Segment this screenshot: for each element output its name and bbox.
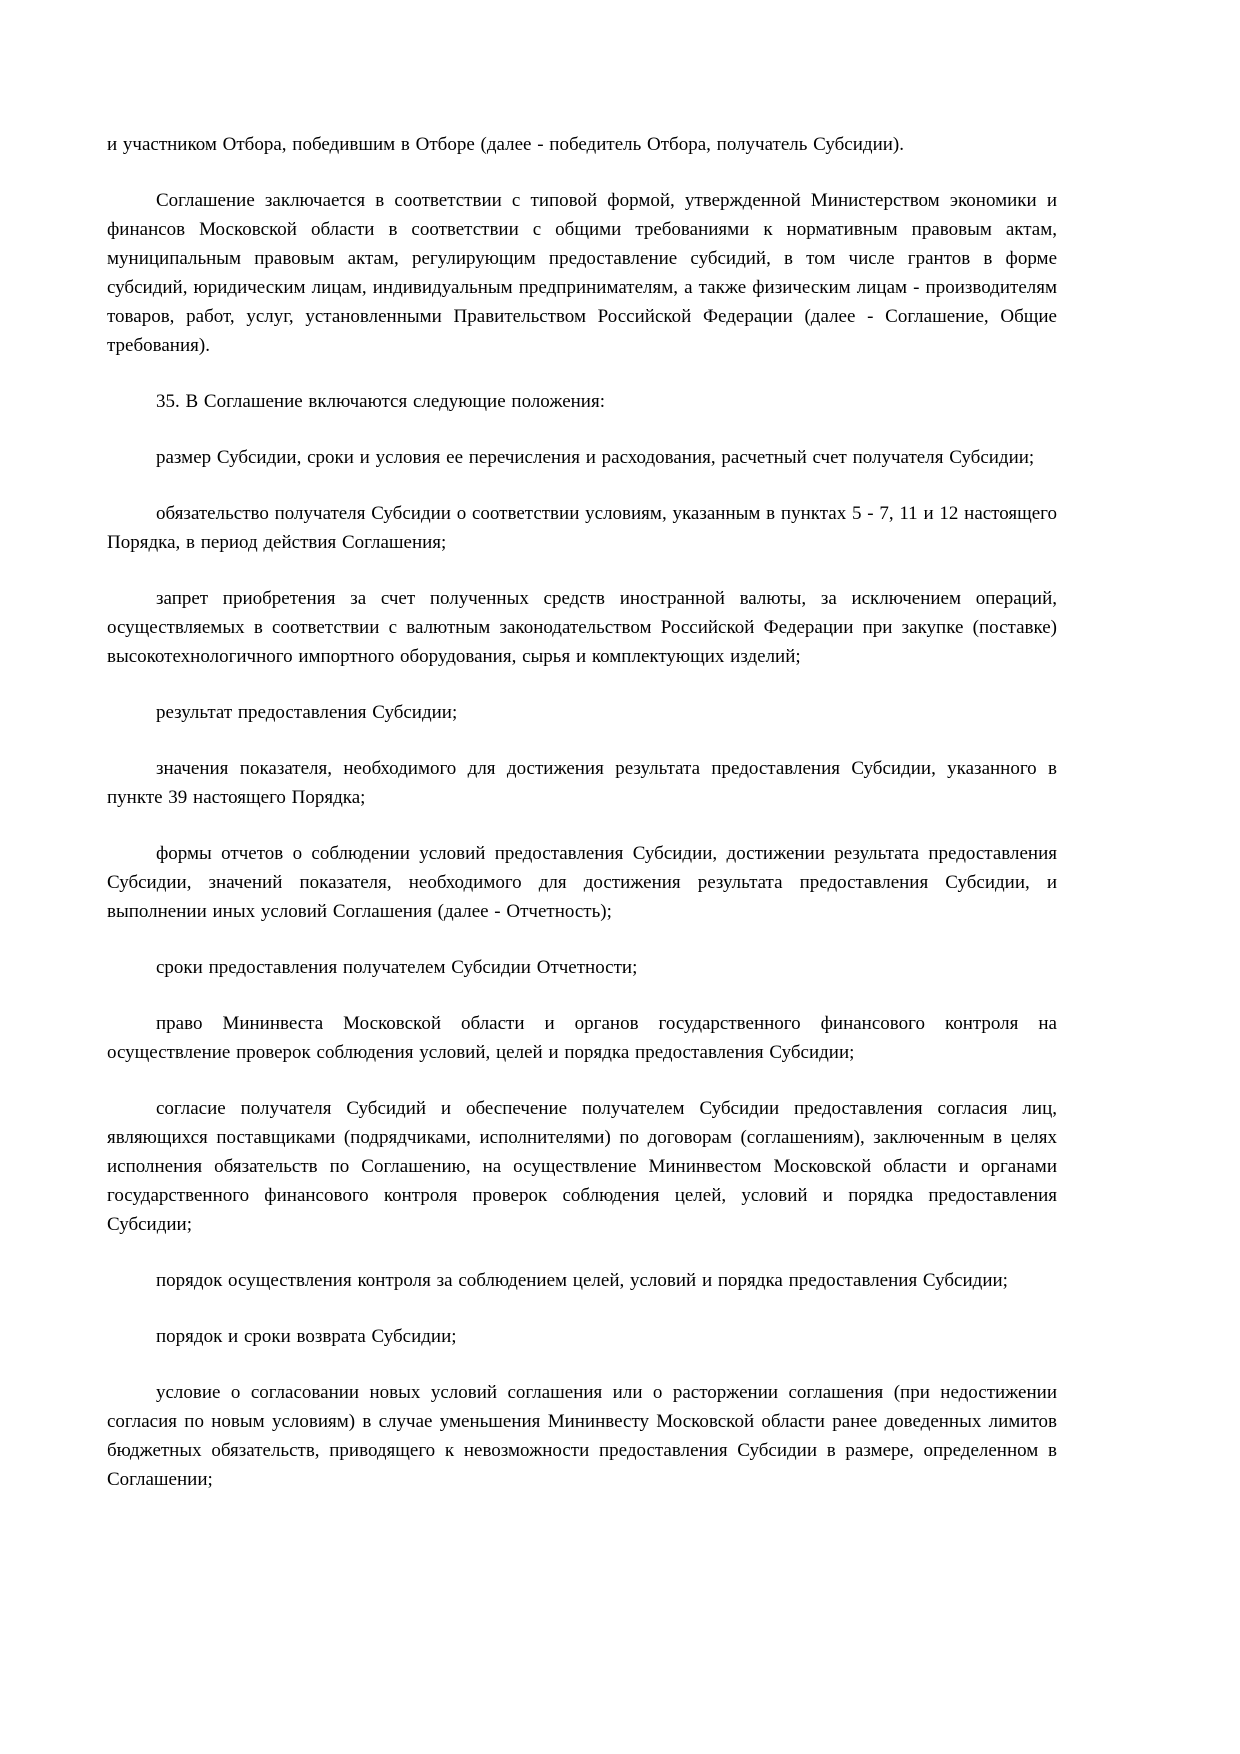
paragraph: сроки предоставления получателем Субсидии Отчетности; [156,957,638,978]
paragraph: и участником Отбора, победившим в Отборе (далее - победитель Отбора, получатель Субсидии). [107,134,904,155]
paragraph: результат предоставления Субсидии; [156,702,458,723]
paragraph: право Мининвеста Московской области и органов государственного финансового контроля на осуществление проверок соблюдения условий, целей и порядка предоставления Субсидии; [107,1013,1057,1063]
paragraph: обязательство получателя Субсидии о соответствии условиям, указанным в пунктах 5 - 7, 11 и 12 настоящего Порядка, в период действия Соглашения; [107,503,1057,553]
paragraph: значения показателя, необходимого для достижения результата предоставления Субсидии, указанного в пункте 39 настоящего Порядка; [107,758,1057,808]
paragraph: Соглашение заключается в соответствии с типовой формой, утвержденной Министерством экономики и финансов Московской области в соответствии с общими требованиями к нормативным правовым актам, муниципальным правовым актам, регулирующим предоставление субсидий, в том числе грантов в форме субсидий, юридическим лицам, индивидуальным предпринимателям, а также физическим лицам - производителям товаров, работ, услуг, установленными Правительством Российской Федерации (далее - Соглашение, Общие требования). [107,190,1057,356]
paragraph: порядок и сроки возврата Субсидии; [156,1326,457,1347]
paragraph: запрет приобретения за счет полученных средств иностранной валюты, за исключением операций, осуществляемых в соответствии с валютным законодательством Российской Федерации при закупке (поставке) высокотехнологичного импортного оборудования, сырья и комплектующих изделий; [107,588,1057,667]
paragraph: размер Субсидии, сроки и условия ее перечисления и расходования, расчетный счет получателя Субсидии; [156,447,1035,468]
paragraph: согласие получателя Субсидий и обеспечение получателем Субсидии предоставления согласия лиц, являющихся поставщиками (подрядчиками, исполнителями) по договорам (соглашениям), заключенным в целях исполнения обязательств по Соглашению, на осуществление Мининвестом Московской области и органами государственного финансового контроля проверок соблюдения целей, условий и порядка предоставления Субсидии; [107,1098,1057,1235]
paragraph: порядок осуществления контроля за соблюдением целей, условий и порядка предоставления Субсидии; [156,1270,1008,1291]
paragraph: формы отчетов о соблюдении условий предоставления Субсидии, достижении результата предоставления Субсидии, значений показателя, необходимого для достижения результата предоставления Субсидии, и выполнении иных условий Соглашения (далее - Отчетность); [107,843,1057,922]
paragraph: условие о согласовании новых условий соглашения или о расторжении соглашения (при недостижении согласия по новым условиям) в случае уменьшения Мининвесту Московской области ранее доведенных лимитов бюджетных обязательств, приводящего к невозможности предоставления Субсидии в размере, определенном в Соглашении; [107,1382,1057,1490]
paragraph: 35. В Соглашение включаются следующие положения: [156,391,605,412]
document-body [107,130,1057,1494]
